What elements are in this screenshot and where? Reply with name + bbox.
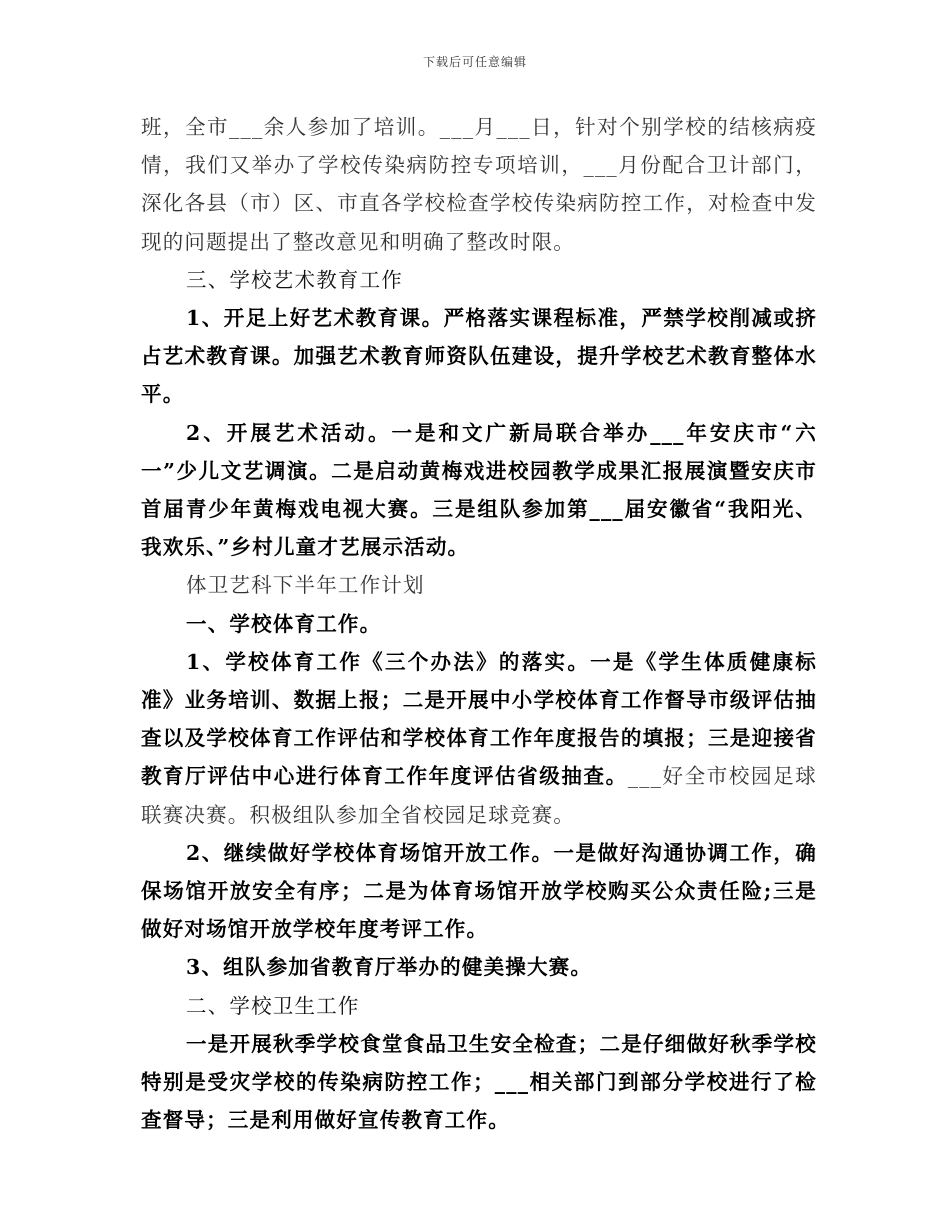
paragraph-training-continued: 班，全市___余人参加了培训。___月___日，针对个别学校的结核病疫情，我们又举办了学校传染病防控专项培训，___月份配合卫计部门，深化各县（市）区、市直各学校检查学校传染病防控工作，对检查中发现的问题提出了整改意见和明确了整改时限。 [141,115,817,254]
paragraph-art-activities: 2、开展艺术活动。一是和文广新局联合举办___年安庆市“六一”少儿文艺调演。二是启动黄梅戏进校园教学成果汇报展演暨安庆市首届青少年黄梅戏电视大赛。三是组队参加第___届安徽省“我阳光、我欢乐、”乡村儿童才艺展示活动。 [141,420,817,560]
page-header-note: 下载后可任意编辑 [422,55,527,69]
paragraph-venue-opening: 2、继续做好学校体育场馆开放工作。一是做好沟通协调工作，确保场馆开放安全有序；二是为体育场馆开放学校购买公众责任险;三是做好对场馆开放学校年度考评工作。 [141,840,817,942]
paragraph-art-courses: 1、开足上好艺术教育课。严格落实课程标准，严禁学校削减或挤占艺术教育课。加强艺术教育师资队伍建设，提升学校艺术教育整体水平。 [141,306,817,407]
heading-school-health: 二、学校卫生工作 [186,993,360,1018]
paragraph-sports-methods [141,643,817,834]
heading-work-plan: 体卫艺科下半年工作计划 [186,573,425,598]
sports-methods-text: 1、学校体育工作《三个办法》的落实。一是《学生体质健康标准》业务培训、数据上报；二是开展中小学校体育工作督导市级评估抽查以及学校体育工作评估和学校体育工作年度报告的填报；三是迎接省教育厅评估中心进行体育工作年度评估省级抽查。 [141,649,817,789]
football-league-text: ___好全市校园足球联赛决赛。积极组队参加全省校园足球竞赛。 [141,764,817,827]
document-body [141,108,817,1139]
heading-art-education: 三、学校艺术教育工作 [186,267,403,292]
paragraph-aerobics: 3、组队参加省教育厅举办的健美操大赛。 [186,955,593,980]
paragraph-health-work: 一是开展秋季学校食堂食品卫生安全检查；二是仔细做好秋季学校特别是受灾学校的传染病防控工作；___相关部门到部分学校进行了检查督导；三是利用做好宣传教育工作。 [141,1031,817,1133]
heading-school-sports: 一、学校体育工作。 [186,611,382,636]
